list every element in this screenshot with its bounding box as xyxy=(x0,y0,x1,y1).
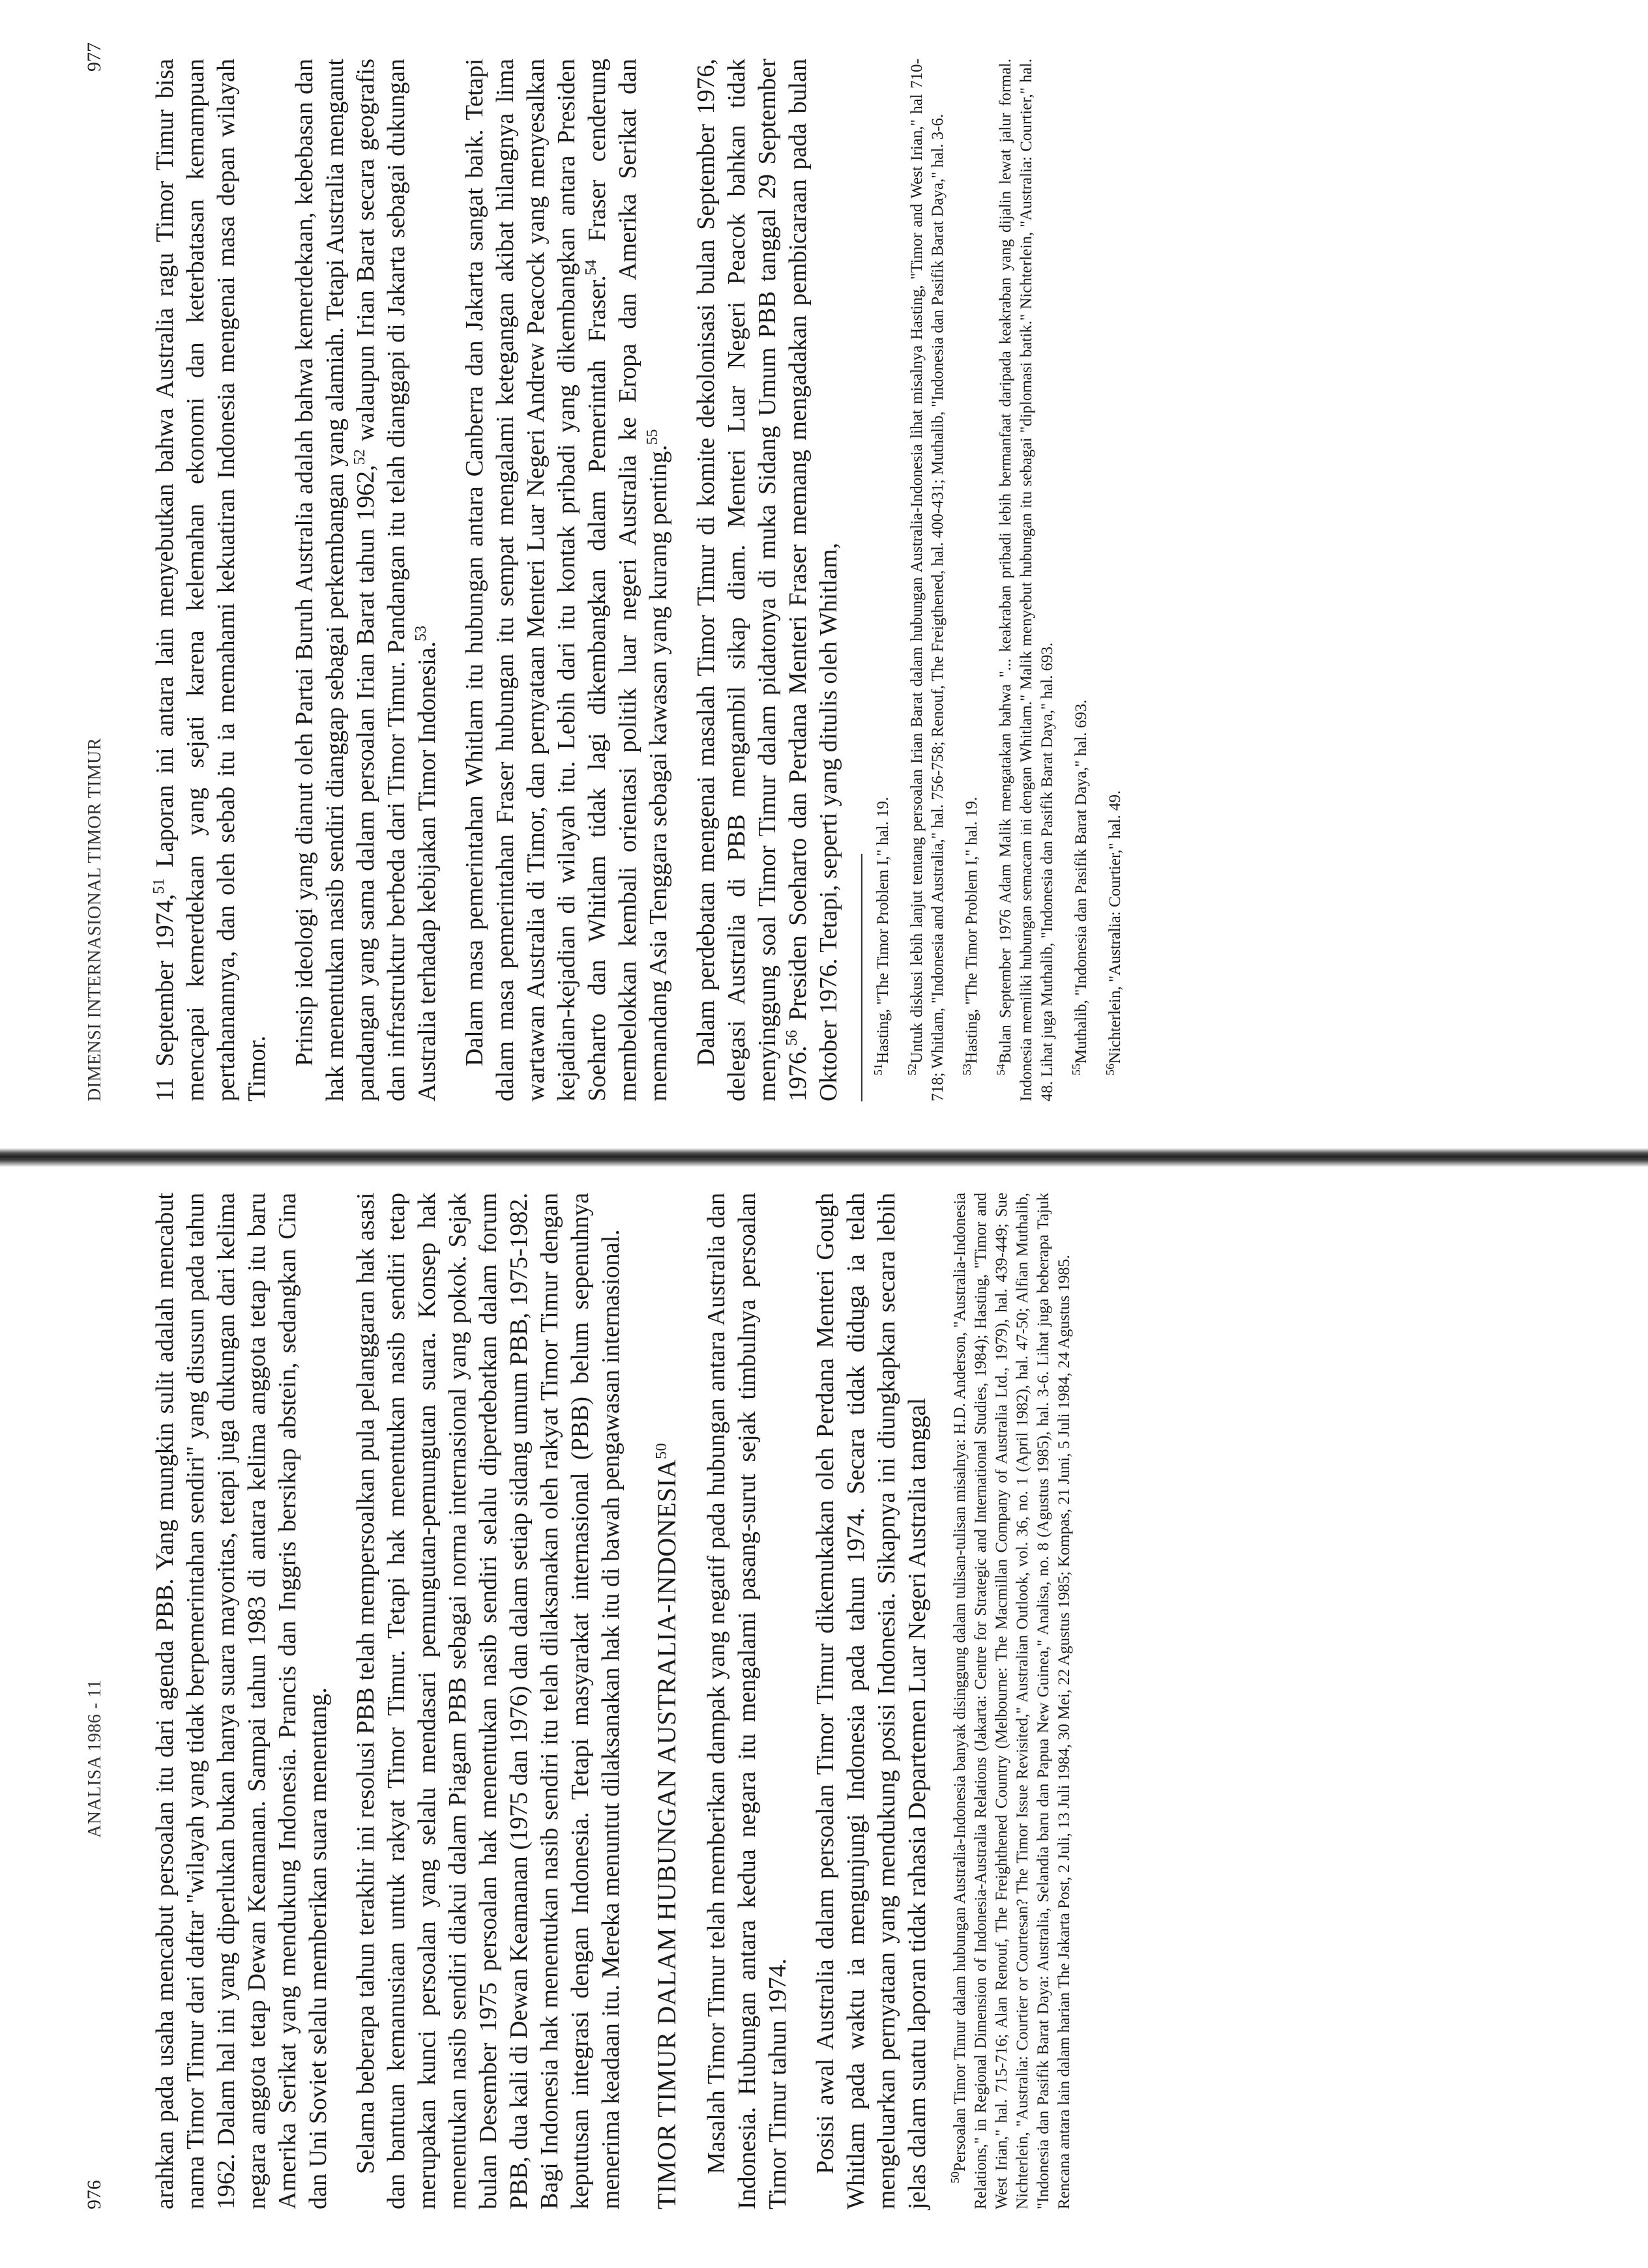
paragraph: Selama beberapa tahun terakhir ini resolusi PBB telah mempersoalkan pula pelanggaran hak asasi dan bantuan kemanusiaan untuk rakyat Timor Timur. Tetapi hak menentukan nasib sendiri tetap merupakan kunci persoalan yang selalu mendasari pemungutan-pemungutan suara. Konsep hak menentukan nasib sendiri diakui dalam Piagam PBB sebagai norma internasional yang pokok. Sejak bulan Desember 1975 persoalan hak menentukan nasib sendiri selalu diperdebatkan dalam forum PBB, dua kali di Dewan Keamanan (1975 dan 1976) dan dalam setiap sidang umum PBB, 1975-1982. Bagi Indonesia hak menentukan nasib sendiri itu telah dilaksanakan oleh rakyat Timor Timur dengan keputusan integrasi dengan Indonesia. Tetapi masyarakat internasional (PBB) belum sepenuhnya menerima keadaan itu. Mereka menuntut dilaksanakan hak itu di bawah pengawasan internasional. xyxy=(352,1193,625,2209)
paragraph: arahkan pada usaha mencabut persoalan itu dari agenda PBB. Yang mungkin sulit adalah mencabut nama Timor Timur dari daftar "wilayah yang tidak berpemerintahan sendiri" yang disusun pada tahun 1962. Dalam hal ini yang diperlukan bukan hanya suara mayoritas, tetapi juga dukungan dari kelima negara anggota tetap Dewan Keamanan. Sampai tahun 1983 di antara kelima anggota tetap itu baru Amerika Serikat yang mendukung Indonesia. Prancis dan Inggris bersikap abstein, sedangkan Cina dan Uni Soviet selalu memberikan suara menentang. xyxy=(151,1193,332,2209)
footnote xyxy=(1071,59,1092,1101)
footnote-number: 54 xyxy=(994,1064,1007,1075)
footnote-ref: 51 xyxy=(151,878,168,894)
footnote xyxy=(907,59,949,1101)
footnotes xyxy=(873,59,1126,1101)
footnote-text: Nichterlein, "Australia: Courtier," hal. 49. xyxy=(1106,790,1124,1064)
footnote-number: 50 xyxy=(949,2172,962,2183)
footnote-ref: 53 xyxy=(413,625,430,641)
footnote-number: 52 xyxy=(905,1064,919,1075)
footnote-number: 56 xyxy=(1104,1064,1117,1075)
footnote-ref: 50 xyxy=(653,1442,670,1459)
footnote-text: Hasting, "The Timor Problem I," hal. 19. xyxy=(874,796,892,1064)
paragraph: Dalam masa pemerintahan Whitlam itu hubungan antara Canberra dan Jakarta sangat baik. Tetapi dalam masa pemerintahan Fraser hubungan itu sempat mengalami ketegangan akibat hilangnya lima wartawan Australia di Timor, dan pernyataan Menteri Luar Negeri Andrew Peacock yang menyesalkan kejadian-kejadian di wilayah itu. Lebih dari itu kontak pribadi yang dikembangkan antara Presiden Soeharto dan Whitlam tidak lagi dikembangkan dalam Pemerintah Fraser.$^{54}$ Fraser cenderung membelokkan kembali orientasi politik luar negeri Australia ke Eropa dan Amerika Serikat dan memandang Asia Tenggara sebagai kawasan yang kurang penting.$^{55}$ xyxy=(461,58,672,1101)
footnote-text: Muthalib, "Indonesia dan Pasifik Barat Daya," hal. 693. xyxy=(1072,699,1090,1064)
paragraph: Dalam perdebatan mengenai masalah Timor Timur di komite dekolonisasi bulan September 1976, delegasi Australia di PBB mengambil sikap diam. Menteri Luar Negeri Peacok bahkan tidak menyinggung soal Timor Timur dalam pidatonya di muka Sidang Umum PBB tanggal 29 September 1976.56 Presiden Soeharto dan Perdana Menteri Fraser memang mengadakan pembicaraan pada bulan Oktober 1976. Tetapi, seperti yang ditulis oleh Whitlam, xyxy=(692,59,842,1101)
right-text-column xyxy=(150,59,1139,1101)
footnote xyxy=(1105,59,1126,1101)
footnote-ref: 55 xyxy=(644,429,661,445)
paragraph: Masalah Timor Timur telah memberikan dampak yang negatif pada hubungan antara Australia dan Indonesia. Hubungan antara kedua negara itu mengalami pasang-surut sejak timbulnya persoalan Timor Timur tahun 1974. xyxy=(703,1193,791,2209)
footnote-text: Persoalan Timor Timur dalam hubungan Australia-Indonesia banyak disinggung dalam tulisan-tulisan misalnya: H.D. Anderson, "Australia-Indonesia Relations," in Regional Dimension of Indonesia-Australia Relations (Jakarta: Centre for Strategic and International Studies, 1984); Hasting, "Timor and West Irian," hal. 715-716; Alan Renouf, The Freighthened Country (Melbourne: The Macmillan Company of Australia Ltd., 1979), hal. 439-449; Sue Nichterlein, "Australia: Courtier or Courtesan? The Timor Issue Revisited," Australian Outlook, vol. 36, no. 1 (April 1982), hal. 47-50; Alfian Muthalib, "Indonesia dan Pasifik Barat Daya: Australia, Selandia baru dan Papua New Guinea," Analisa, no. 8 (Agustus 1985), hal. 3-6. Lihat juga beberapa Tajuk Rencana antara lain dalam harian The Jakarta Post, 2 Juli, 13 Juli 1984, 30 Mei, 22 Agustus 1985; Kompas, 21 Juni, 5 Juli 1984, 24 Agustus 1985. xyxy=(951,1193,1073,2209)
running-head: ANALISA 1986 - 11 xyxy=(85,1679,105,1838)
section-heading: TIMOR TIMUR DALAM HUBUNGAN AUSTRALIA-INDONESIA$^{50}$ xyxy=(652,1442,681,2209)
footnote xyxy=(873,59,894,1101)
footnote xyxy=(962,59,982,1101)
page-number: 976 xyxy=(83,2180,105,2209)
paragraph: 11 September 1974,51 Laporan ini antara lain menyebutkan bahwa Australia ragu Timor Timur bisa mencapai kemerdekaan yang sejati karena kelemahan ekonomi dan keterbatasan kemampuan pertahanannya, dan oleh sebab itu ia memahami kekuatiran Indonesia mengenai masa depan wilayah Timor. xyxy=(151,59,271,1101)
footnote-number: 53 xyxy=(960,1064,973,1075)
left-page xyxy=(0,1160,1648,2268)
footnote-separator xyxy=(861,854,862,1101)
footnote-ref: 54 xyxy=(583,259,600,276)
footnote-text: Untuk diskusi lebih lanjut tentang persoalan Irian Barat dalam hubungan Australia-Indonesia lihat misalnya Hasting, "Timor and West Irian," hal 710-718; Whitlam, "Indonesia and Australia," hal. 756-758; Renouf, The Freigthened, hal. 400-431; Muthalib, "Indonesia dan Pasifik Barat Daya," hal. 3-6. xyxy=(908,59,947,1101)
footnote-text: Bulan September 1976 Adam Malik mengatakan bahwa "... keakraban pribadi lebih bermanfaat daripada keakraban yang dijalin lewat jalur formal. Indonesia memiliki hubungan semacam ini dengan Whitlam." Malik menyebut hubungan itu sebagai "diplomasi batik." Nichterlein, "Australia: Courtier," hal. 48. Lihat juga Muthalib, "Indonesia dan Pasifik Barat Daya," hal. 693. xyxy=(997,59,1056,1101)
footnote-number: 55 xyxy=(1070,1064,1083,1075)
footnotes xyxy=(950,1193,1075,2209)
footnote xyxy=(995,59,1058,1101)
footnote-ref: 52 xyxy=(351,449,368,465)
page-number: 977 xyxy=(83,42,105,72)
book-gutter xyxy=(0,1148,1648,1167)
paragraph: Posisi awal Australia dalam persoalan Timor Timur dikemukakan oleh Perdana Menteri Gough Whitlam pada waktu ia mengunjungi Indonesia pada tahun 1974. Secara tidak diduga ia telah mengeluarkan pernyataan yang mendukung posisi Indonesia. Sikapnya ini diungkapkan secara lebih jelas dalam suatu laporan tidak rahasia Departemen Luar Negeri Australia tanggal xyxy=(812,1193,931,2209)
paragraph: Prinsip ideologi yang dianut oleh Partai Buruh Australia adalah bahwa kemerdekaan, kebebasan dan hak menentukan nasib sendiri dianggap sebagai perkembangan yang alamiah. Tetapi Australia menganut pandangan yang sama dalam persoalan Irian Barat tahun 1962,52 walaupun Irian Barat secara geografis dan infrastruktur berbeda dari Timor Timur. Pandangan itu telah dianggapi di Jakarta sebagai dukungan Australia terhadap kebijakan Timor Indonesia.$^{53}$ xyxy=(291,59,441,1101)
footnote xyxy=(950,1193,1075,2209)
left-text-column xyxy=(150,1193,1088,2209)
footnote-ref: 56 xyxy=(784,1030,801,1046)
running-head: DIMENSI INTERNASIONAL TIMOR TIMUR xyxy=(85,737,105,1101)
footnote-text: Hasting, "The Timor Problem I," hal. 19. xyxy=(963,796,980,1064)
footnote-number: 51 xyxy=(872,1064,885,1075)
